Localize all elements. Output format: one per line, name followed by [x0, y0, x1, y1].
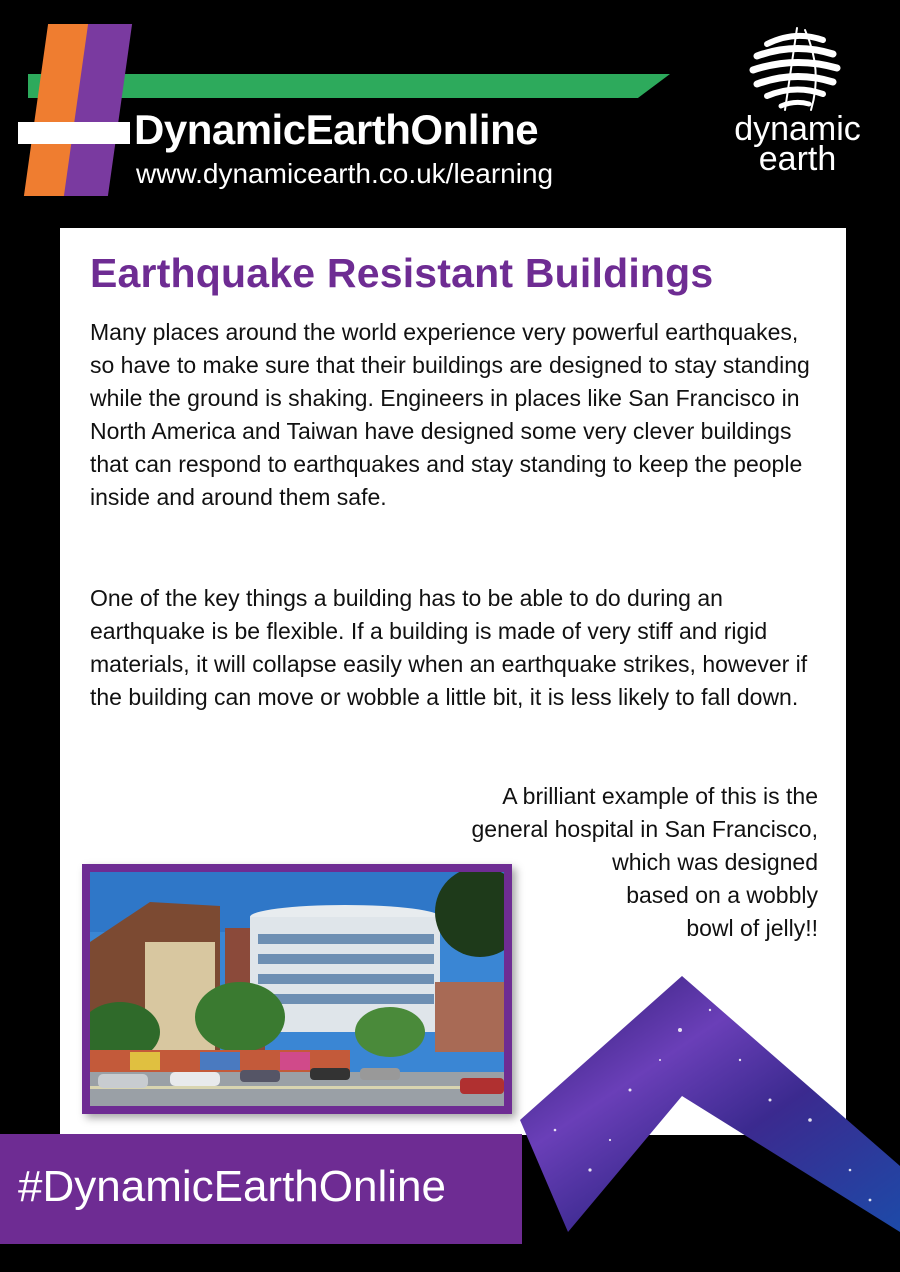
- caption-line: based on a wobbly: [626, 882, 818, 908]
- article-paragraph-2: One of the key things a building has to be able to do during an earthquake is be flexible. If a building is made of very stiff and rigid materials, it will collapse easily when an earthquake strikes, however if the building can move or wobble a little bit, it is less likely to fall down.: [90, 585, 808, 710]
- logo-line1: dynamic: [734, 110, 861, 148]
- caption-line: bowl of jelly!!: [686, 915, 818, 941]
- logo-wordmark: [715, 110, 880, 178]
- brand-url[interactable]: www.dynamicearth.co.uk/learning: [136, 158, 554, 189]
- hashtag-banner: [0, 1134, 522, 1244]
- article-heading: Earthquake Resistant Buildings: [90, 250, 714, 296]
- hashtag-bar-white: [18, 122, 130, 144]
- globe-icon: [745, 26, 845, 112]
- article-paragraph-1: Many places around the world experience very powerful earthquakes, so have to make sure that their buildings are designed to stay standing while the ground is shaking. Engineers in places like San Francisco in North America and Taiwan have designed some very clever buildings that can respond to earthquakes and stay standing to keep the people inside and around them safe.: [90, 319, 810, 510]
- logo-line2: earth: [758, 140, 837, 178]
- caption-line: which was designed: [612, 849, 818, 875]
- brand-title: DynamicEarthOnline: [134, 106, 539, 153]
- hashtag-banner-text[interactable]: #DynamicEarthOnline: [18, 1162, 446, 1211]
- hospital-photo: [90, 872, 504, 1106]
- caption-line: general hospital in San Francisco,: [471, 816, 818, 842]
- galaxy-chevron-decoration: [510, 970, 900, 1250]
- caption-line: A brilliant example of this is the: [502, 783, 818, 809]
- dynamic-earth-logo: [715, 26, 880, 186]
- hospital-photo-frame: [82, 864, 512, 1114]
